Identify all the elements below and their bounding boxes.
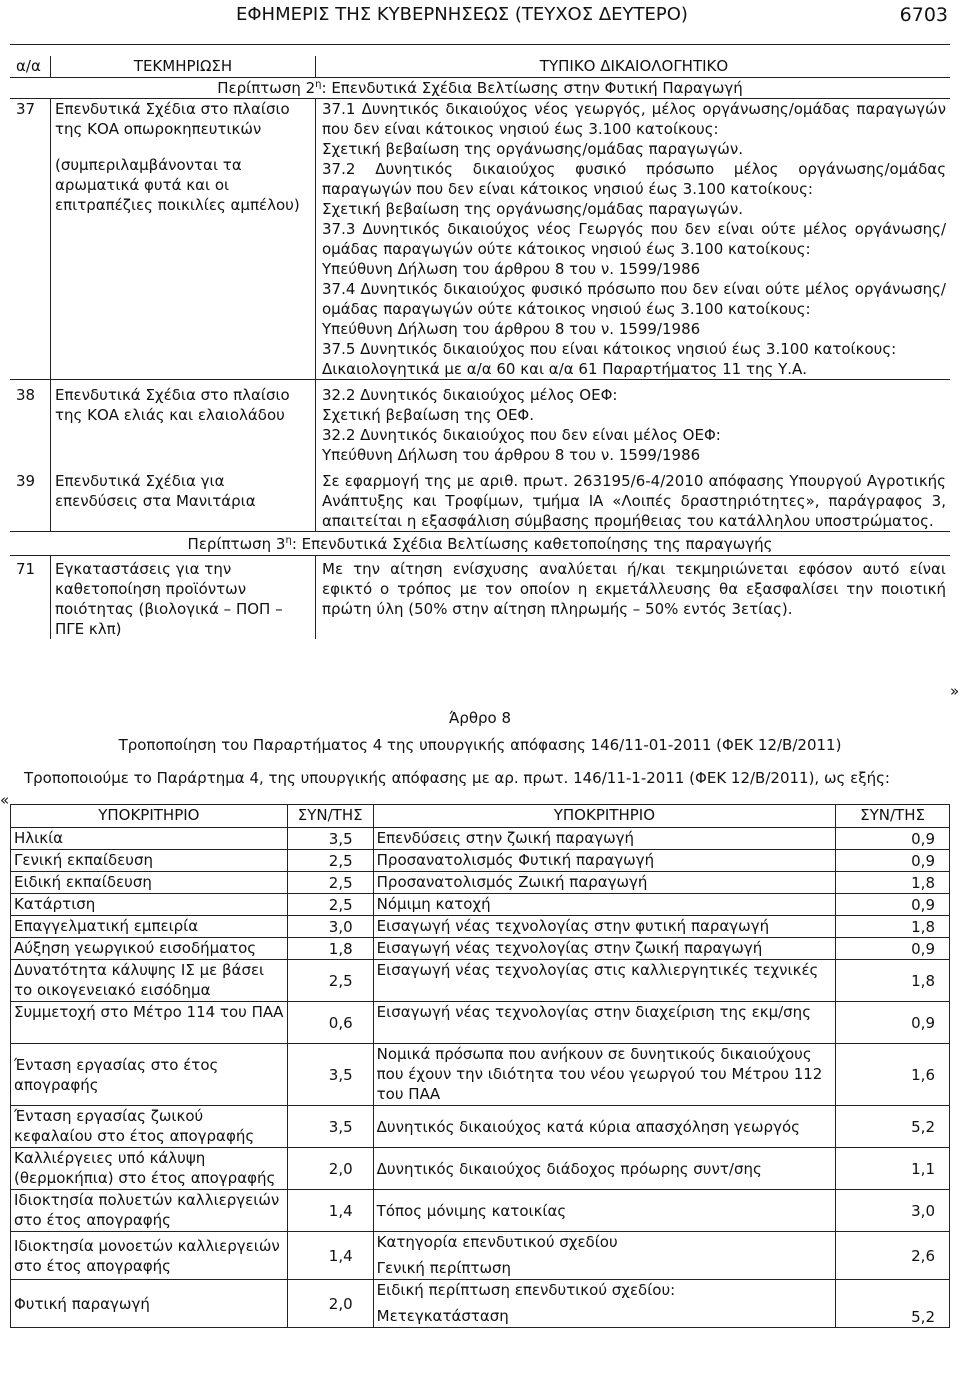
header-rule	[10, 44, 950, 45]
criteria-row	[11, 1280, 950, 1328]
criterion-coefficient: 3,0	[287, 916, 373, 938]
criterion-label: Ειδική εκπαίδευση	[11, 872, 288, 894]
row-number: 71	[10, 555, 51, 639]
row-description: Επενδυτικά Σχέδια στο πλαίσιο της ΚΟΑ ελιάς και ελαιολάδου	[51, 379, 316, 465]
article-title: Άρθρο 8	[448, 709, 512, 727]
col-header-aa: α/α	[10, 56, 51, 77]
criteria-row	[11, 938, 950, 960]
criterion-label: Ένταση εργασίας ζωικού κεφαλαίου στο έτος απογραφής	[11, 1106, 288, 1148]
case2-heading: Περίπτωση $2^\eta$: Επενδυτικά Σχέδια Βελτίωσης στην Φυτική Παραγωγή	[217, 78, 743, 97]
criterion-coefficient: 0,9	[836, 850, 950, 872]
criterion-coefficient: 3,0	[836, 1190, 950, 1232]
criterion-label: Ένταση εργασίας στο έτος απογραφής	[11, 1044, 288, 1106]
criterion-coefficient: 2,0	[287, 1280, 373, 1328]
criterion-coefficient: 2,5	[287, 850, 373, 872]
criteria-row	[11, 916, 950, 938]
criterion-coefficient: 0,9	[836, 938, 950, 960]
table-row-37	[10, 98, 950, 379]
row-documents: 37.1 Δυνητικός δικαιούχος νέος γεωργός, μέλος οργάνωσης/ομάδας παραγωγών που δεν είναι κάτοικος νησιού έως 3.100 κατοίκους: Σχετική βεβαίωση της οργάνωσης/ομάδας παραγωγών. 37.2 Δυνητικός δικαιούχος φυσικό πρόσωπο μέλος οργάνωσης/ομάδας παραγωγών που δεν είναι κάτοικος νησιού έως 3.100 κατοίκους: Σχετική βεβαίωση της οργάνωσης/ομάδας παραγωγών. 37.3 Δυνητικός δικαιούχος νέος Γεωργός που δεν είναι ούτε μέλος οργάνωσης/ομάδας παραγωγών ούτε κάτοικος νησιού έως 3.100 κατοίκους: Υπεύθυνη Δήλωση του άρθρου 8 του ν. 1599/1986 37.4 Δυνητικός δικαιούχος φυσικό πρόσωπο που δεν είναι ούτε μέλος οργάνωσης/ομάδας παραγωγών ούτε κάτοικος νησιού έως 3.100 κατοίκους: Υπεύθυνη Δήλωση του άρθρου 8 του ν. 1599/1986 37.5 Δυνητικός δικαιούχος που είναι κάτοικος νησιού έως 3.100 κατοίκους: Δικαιολογητικά με α/α 60 και α/α 61 Παραρτήματος 11 της Υ.Α.	[322, 99, 946, 378]
criteria-row	[11, 1190, 950, 1232]
col-header-ypokritirio-2: ΥΠΟΚΡΙΤΗΡΙΟ	[373, 805, 835, 828]
criterion-label: Συμμετοχή στο Μέτρο 114 του ΠΑΑ	[11, 1002, 288, 1044]
criterion-coefficient: 0,9	[836, 1002, 950, 1044]
criterion-coefficient: 5,2	[836, 1106, 950, 1148]
table-row-39	[10, 465, 950, 532]
criterion-label: Προσανατολισμός Φυτική παραγωγή	[373, 850, 835, 872]
gazette-title: ΕΦΗΜΕΡΙΣ ΤΗΣ ΚΥΒΕΡΝΗΣΕΩΣ (ΤΕΥΧΟΣ ΔΕΥΤΕΡΟ)	[236, 4, 688, 25]
criterion-coefficient: 1,4	[287, 1190, 373, 1232]
criteria-row	[11, 1232, 950, 1280]
criterion-coefficient: 5,2	[836, 1280, 950, 1328]
criterion-label: Φυτική παραγωγή	[11, 1280, 288, 1328]
closing-quote: »	[950, 682, 960, 700]
criteria-row	[11, 1148, 950, 1190]
criterion-coefficient: 3,5	[287, 828, 373, 850]
criterion-label: Ιδιοκτησία πολυετών καλλιεργειών στο έτος απογραφής	[11, 1190, 288, 1232]
criterion-label: Εισαγωγή νέας τεχνολογίας στην ζωική παραγωγή	[373, 938, 835, 960]
criterion-label: Νόμιμη κατοχή	[373, 894, 835, 916]
row-description: Επενδυτικά Σχέδια στο πλαίσιο της ΚΟΑ οπωροκηπευτικών (συμπεριλαμβάνονται τα αρωματικά φυτά και οι επιτραπέζιες ποικιλίες αμπέλου)	[51, 98, 316, 379]
criterion-coefficient: 2,5	[287, 872, 373, 894]
row-number: 37	[10, 98, 51, 379]
page-number: 6703	[899, 4, 948, 26]
criterion-label: Ιδιοκτησία μονοετών καλλιεργειών στο έτος απογραφής	[11, 1232, 288, 1280]
criteria-row	[11, 872, 950, 894]
criterion-coefficient: 1,8	[836, 872, 950, 894]
opening-quote: «	[0, 791, 10, 809]
table-row-71	[10, 555, 950, 639]
criterion-coefficient: 2,0	[287, 1148, 373, 1190]
row-description: Επενδυτικά Σχέδια για επενδύσεις στα Μανιτάρια	[51, 465, 316, 532]
criterion-coefficient: 1,4	[287, 1232, 373, 1280]
row-description: Εγκαταστάσεις για την καθετοποίηση προϊόντων ποιότητας (βιολογικά – ΠΟΠ – ΠΓΕ κλπ)	[51, 555, 316, 639]
criterion-label: Δυνατότητα κάλυψης ΙΣ με βάσει το οικογενειακό εισόδημα	[11, 960, 288, 1002]
article-subtitle: Τροποποίηση του Παραρτήματος 4 της υπουργικής απόφασης 146/11-01-2011 (ΦΕΚ 12/Β/2011)	[118, 736, 842, 754]
criterion-coefficient: 3,5	[287, 1106, 373, 1148]
criterion-coefficient: 1,1	[836, 1148, 950, 1190]
criterion-label: Προσανατολισμός Ζωική παραγωγή	[373, 872, 835, 894]
criterion-label: Κατάρτιση	[11, 894, 288, 916]
col-header-typiko: ΤΥΠΙΚΟ ΔΙΚΑΙΟΛΟΓΗΤΙΚΟ	[539, 57, 729, 75]
criteria-row	[11, 828, 950, 850]
criteria-row	[11, 1044, 950, 1106]
criterion-label: Τόπος μόνιμης κατοικίας	[373, 1190, 835, 1232]
criterion-label: Εισαγωγή νέας τεχνολογίας στις καλλιεργητικές τεχνικές	[373, 960, 835, 1002]
criterion-label: Δυνητικός δικαιούχος διάδοχος πρόωρης συντ/σης	[373, 1148, 835, 1190]
criterion-coefficient: 1,6	[836, 1044, 950, 1106]
criterion-label: Εισαγωγή νέας τεχνολογίας στην διαχείριση της εκμ/σης	[373, 1002, 835, 1044]
criterion-label: Αύξηση γεωργικού εισοδήματος	[11, 938, 288, 960]
criterion-label: Ειδική περίπτωση επενδυτικού σχεδίου: Μετεγκατάσταση	[373, 1280, 835, 1328]
page-header	[10, 2, 950, 28]
criteria-row	[11, 1002, 950, 1044]
col-header-tekmiriosi: ΤΕΚΜΗΡΙΩΣΗ	[51, 56, 316, 77]
row-number: 38	[10, 379, 51, 465]
criteria-row	[11, 850, 950, 872]
criteria-table	[10, 804, 950, 1328]
col-header-syntelestis-2: ΣΥΝ/ΤΗΣ	[836, 805, 950, 828]
row-documents: Με την αίτηση ενίσχυσης αναλύεται ή/και τεκμηριώνεται εφόσον αυτό είναι εφικτό ο τρόπος με τον οποίον η εκμετάλλευσης θα εξασφαλίσει την ποιοτική πρώτη ύλη (50% στην αίτηση πληρωμής – 50% εντός 3ετίας).	[322, 559, 946, 618]
criterion-label: Κατηγορία επενδυτικού σχεδίου Γενική περίπτωση	[373, 1232, 835, 1280]
criterion-label: Ηλικία	[11, 828, 288, 850]
col-header-syntelestis-1: ΣΥΝ/ΤΗΣ	[287, 805, 373, 828]
criterion-label: Νομικά πρόσωπα που ανήκουν σε δυνητικούς δικαιούχους που έχουν την ιδιότητα του νέου γεωργού του Μέτρου 112 του ΠΑΑ	[373, 1044, 835, 1106]
criterion-label: Επενδύσεις στην ζωική παραγωγή	[373, 828, 835, 850]
article-lead: Τροποποιούμε το Παράρτημα 4, της υπουργικής απόφασης με αρ. πρωτ. 146/11-1-2011 (ΦΕΚ 12/Β/2011), ως εξής:	[24, 769, 890, 787]
documents-table	[10, 56, 950, 639]
criteria-row	[11, 960, 950, 1002]
criterion-coefficient: 2,5	[287, 894, 373, 916]
criterion-coefficient: 0,9	[836, 828, 950, 850]
row-documents: Σε εφαρμογή της με αριθ. πρωτ. 263195/6-4/2010 απόφασης Υπουργού Αγροτικής Ανάπτυξης και Τροφίμων, τμήμα ΙΑ «Λοιπές δραστηριότητες», παράγραφος 3, απαιτείται η εξασφάλιση σύμβασης προμήθειας του κατάλληλου υποστρώματος.	[322, 471, 946, 530]
criterion-coefficient: 1,8	[836, 916, 950, 938]
criterion-coefficient: 2,5	[287, 960, 373, 1002]
criterion-coefficient: 2,6	[836, 1232, 950, 1280]
col-header-ypokritirio-1: ΥΠΟΚΡΙΤΗΡΙΟ	[11, 805, 288, 828]
criteria-row	[11, 894, 950, 916]
criterion-label: Εισαγωγή νέας τεχνολογίας στην φυτική παραγωγή	[373, 916, 835, 938]
case2-heading-row	[10, 77, 950, 98]
table-header-row	[10, 56, 950, 77]
criterion-coefficient: 0,9	[836, 894, 950, 916]
criterion-coefficient: 1,8	[287, 938, 373, 960]
criterion-label: Δυνητικός δικαιούχος κατά κύρια απασχόληση γεωργός	[373, 1106, 835, 1148]
row-documents: 32.2 Δυνητικός δικαιούχος μέλος ΟΕΦ: Σχετική βεβαίωση της ΟΕΦ. 32.2 Δυνητικός δικαιούχος που δεν είναι μέλος ΟΕΦ: Υπεύθυνη Δήλωση του άρθρου 8 του ν. 1599/1986	[322, 385, 721, 464]
case3-heading: Περίπτωση $3^\eta$: Επενδυτικά Σχέδια Βελτίωσης καθετοποίησης της παραγωγής	[187, 534, 773, 553]
criteria-row	[11, 1106, 950, 1148]
criterion-coefficient: 1,8	[836, 960, 950, 1002]
table-row-38	[10, 379, 950, 465]
criterion-label: Καλλιέργειες υπό κάλυψη (θερμοκήπια) στο έτος απογραφής	[11, 1148, 288, 1190]
row-number: 39	[10, 465, 51, 532]
criteria-header-row	[11, 805, 950, 828]
criterion-coefficient: 3,5	[287, 1044, 373, 1106]
criterion-label: Γενική εκπαίδευση	[11, 850, 288, 872]
criterion-label: Επαγγελματική εμπειρία	[11, 916, 288, 938]
criterion-coefficient: 0,6	[287, 1002, 373, 1044]
case3-heading-row	[10, 531, 950, 555]
